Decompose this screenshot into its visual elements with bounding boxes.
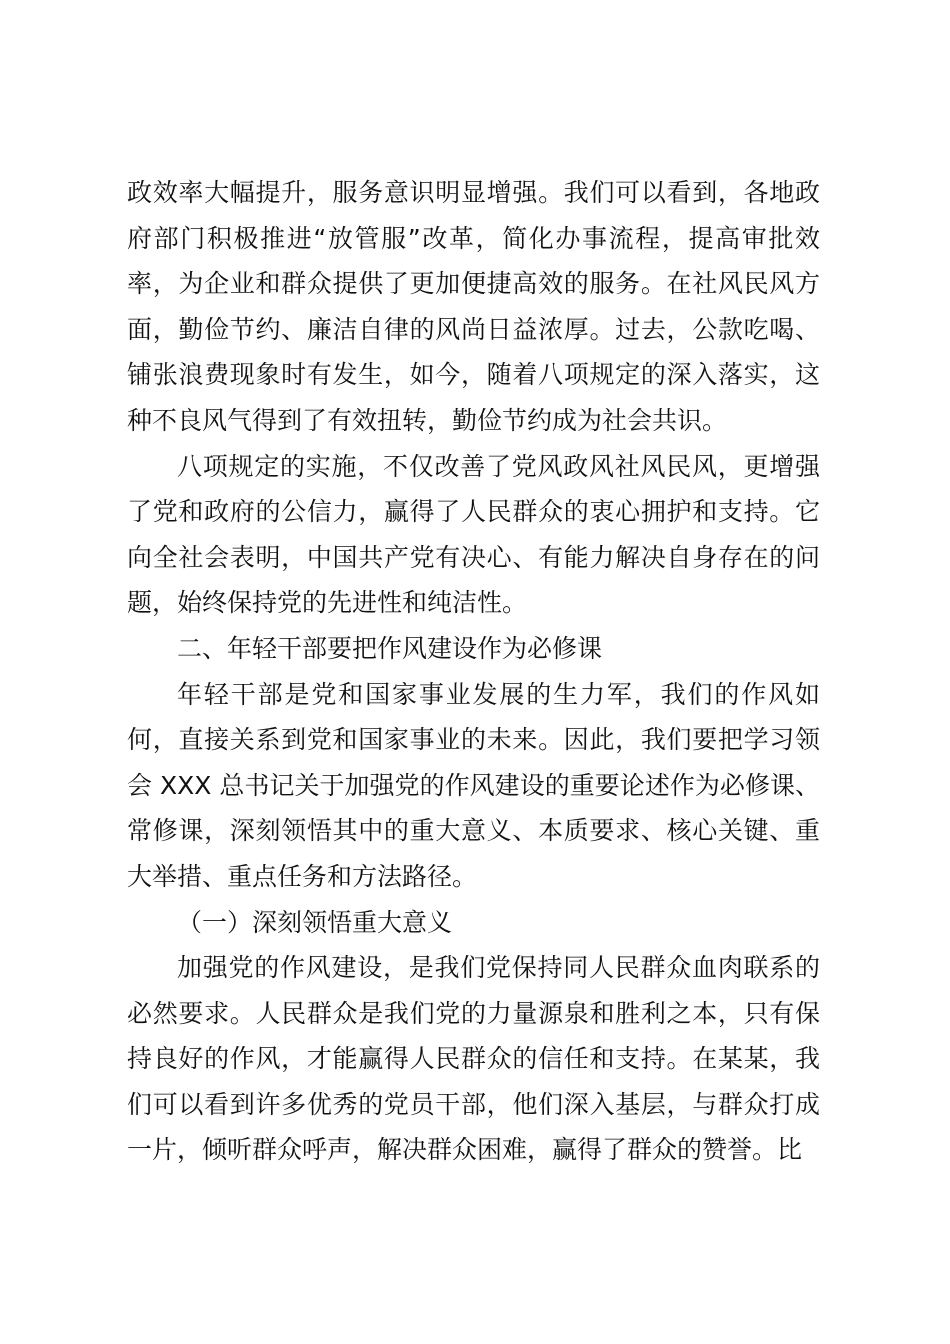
paragraph-significance: 加强党的作风建设，是我们党保持同人民群众血肉联系的必然要求。人民群众是我们党的力量源泉和胜利之本，只有保持良好的作风，才能赢得人民群众的信任和支持。在某某，我们可以看到许多优秀的党员干部，他们深入基层，与群众打成一片，倾听群众呼声，解决群众困难，赢得了群众的赞誉。比 bbox=[127, 953, 820, 1165]
paragraph-continuation: 政效率大幅提升，服务意识明显增强。我们可以看到，各地政府部门积极推进“放管服”改革，简化办事流程，提高审批效率，为企业和群众提供了更加便捷高效的服务。在社风民风方面，勤俭节约、廉洁自律的风尚日益浓厚。过去，公款吃喝、铺张浪费现象时有发生，如今，随着八项规定的深入落实，这种不良风气得到了有效扭转，勤俭节约成为社会共识。 bbox=[127, 178, 820, 435]
subsection-heading-significance: （一）深刻领悟重大意义 bbox=[177, 907, 453, 937]
paragraph-young-cadres: 年轻干部是党和国家事业发展的生力军，我们的作风如何，直接关系到党和国家事业的未来。因此，我们要把学习领会 XXX 总书记关于加强党的作风建设的重要论述作为必修课、常修课，深刻领悟其中的重大意义、本质要求、核心关键、重大举措、重点任务和方法路径。 bbox=[127, 679, 820, 891]
document-body bbox=[127, 170, 820, 1173]
section-heading-young-cadres: 二、年轻干部要把作风建设作为必修课 bbox=[177, 633, 603, 663]
paragraph-eight-rules-impact: 八项规定的实施，不仅改善了党风政风社风民风，更增强了党和政府的公信力，赢得了人民群众的衷心拥护和支持。它向全社会表明，中国共产党有决心、有能力解决自身存在的问题，始终保持党的先进性和纯洁性。 bbox=[127, 451, 820, 618]
